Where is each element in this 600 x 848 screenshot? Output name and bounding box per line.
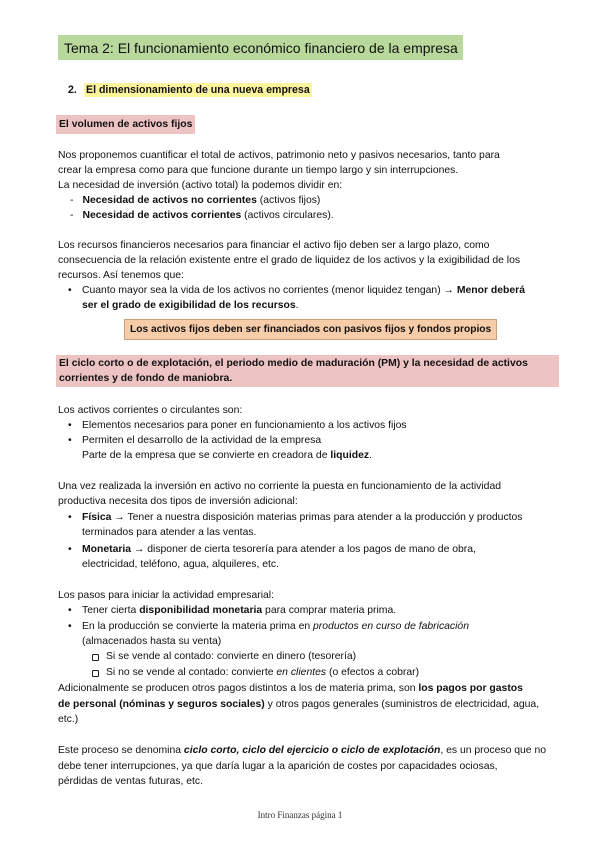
sub-list-item: Si se vende al contado: convierte en dinero (tesorería) <box>106 651 357 662</box>
subheading-activos-fijos: El volumen de activos fijos <box>56 115 195 134</box>
bullet-marker: • <box>68 420 72 431</box>
paragraph-line: debe tener interrupciones, ya que daría lugar a la aparición de costes por capacidades ociosas, <box>58 761 498 772</box>
list-item: Monetaria → disponer de cierta tesorería para atender a los pagos de mano de obra, <box>82 544 476 555</box>
list-item-cont: Parte de la empresa que se convierte en creadora de liquidez. <box>82 450 372 461</box>
list-item: Elementos necesarios para poner en funcionamiento a los activos fijos <box>82 420 407 431</box>
paragraph-line: productiva necesita dos tipos de inversión adicional: <box>58 496 298 507</box>
square-bullet-icon <box>92 654 99 661</box>
bullet-marker: • <box>68 512 72 523</box>
bullet-marker: • <box>68 285 72 296</box>
paragraph-line: crear la empresa como para que funcione durante un tiempo largo y sin interrupciones. <box>58 165 459 176</box>
list-item: - Necesidad de activos no corrientes (activos fijos) <box>70 195 321 206</box>
sub-list-item: Si no se vende al contado: convierte en clientes (o efectos a cobrar) <box>106 667 420 678</box>
list-item: En la producción se convierte la materia prima en productos en curso de fabricación <box>82 621 469 632</box>
paragraph-line: etc.) <box>58 714 79 725</box>
paragraph-line: Los pasos para iniciar la actividad empresarial: <box>58 590 275 601</box>
bullet-marker: • <box>68 435 72 446</box>
list-item: Física → Tener a nuestra disposición materias primas para atender a la producción y productos <box>82 512 523 523</box>
section-number: 2. <box>68 84 77 96</box>
page-title: Tema 2: El funcionamiento económico financiero de la empresa <box>58 35 463 60</box>
list-item-cont: terminados para atender a las ventas. <box>82 527 257 538</box>
paragraph-line: La necesidad de inversión (activo total) la podemos dividir en: <box>58 180 343 191</box>
paragraph-line: consecuencia de la relación existente entre el grado de liquidez de los activos y la exigibilidad de los <box>58 255 521 266</box>
highlight-box: Los activos fijos deben ser financiados con pasivos fijos y fondos propios <box>124 319 497 340</box>
paragraph-line: Este proceso se denomina ciclo corto, ciclo del ejercicio o ciclo de explotación, es un proceso que no <box>58 745 547 756</box>
list-item: - Necesidad de activos corrientes (activos circulares). <box>70 210 334 221</box>
list-item: Tener cierta disponibilidad monetaria para comprar materia prima. <box>82 605 397 616</box>
paragraph-line: de personal (nóminas y seguros sociales) y otros pagos generales (suministros de electricidad, agua, <box>58 699 540 710</box>
bullet-marker: • <box>68 544 72 555</box>
paragraph-line: recursos. Así tenemos que: <box>58 270 184 281</box>
paragraph-line: pérdidas de ventas futuras, etc. <box>58 776 203 787</box>
dash-marker: - <box>70 210 74 221</box>
list-item-cont: ser el grado de exigibilidad de los recursos. <box>82 300 299 311</box>
list-item-cont: electricidad, teléfono, agua, alquileres, etc. <box>82 559 279 570</box>
bullet-marker: • <box>68 605 72 616</box>
paragraph-line: Adicionalmente se producen otros pagos distintos a los de materia prima, son los pagos por gastos <box>58 683 523 694</box>
square-bullet-icon <box>92 670 99 677</box>
paragraph-line: Nos proponemos cuantificar el total de activos, patrimonio neto y pasivos necesarios, tanto para <box>58 150 500 161</box>
list-item-cont: (almacenados hasta su venta) <box>82 636 222 647</box>
section-heading <box>68 84 312 96</box>
section-title: El dimensionamiento de una nueva empresa <box>86 84 310 96</box>
dash-marker: - <box>70 195 74 206</box>
list-item: Cuanto mayor sea la vida de los activos no corrientes (menor liquidez tengan) → Menor deberá <box>82 285 525 296</box>
page-footer: Intro Finanzas página 1 <box>257 810 343 820</box>
list-item: Permiten el desarrollo de la actividad de la empresa <box>82 435 322 446</box>
paragraph-line: Una vez realizada la inversión en activo no corriente la puesta en funcionamiento de la actividad <box>58 481 502 492</box>
subheading-ciclo-corto: El ciclo corto o de explotación, el periodo medio de maduración (PM) y la necesidad de activos corrientes y de fondo de maniobra. <box>56 355 559 387</box>
bullet-marker: • <box>68 621 72 632</box>
paragraph-line: Los activos corrientes o circulantes son: <box>58 405 243 416</box>
paragraph-line: Los recursos financieros necesarios para financiar el activo fijo deben ser a largo plazo, como <box>58 240 490 251</box>
